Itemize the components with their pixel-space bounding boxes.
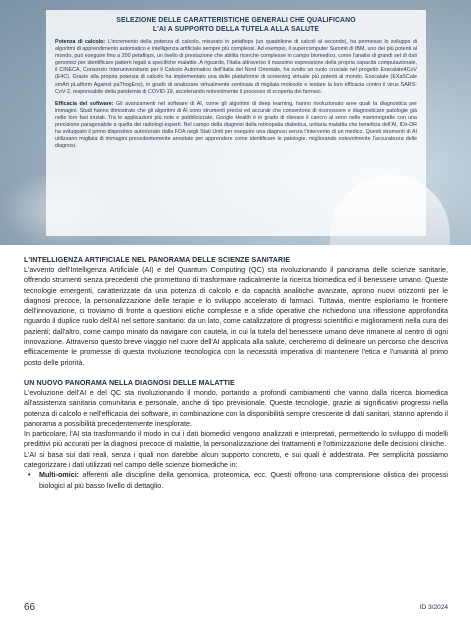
info-box-paragraph-software bbox=[55, 101, 417, 151]
data-categories-list bbox=[24, 470, 448, 491]
issue-label: ID 3/2024 bbox=[419, 604, 448, 611]
info-box-title bbox=[55, 16, 417, 34]
section2-paragraph-2: In particolare, l'AI sta trasformando il modo in cui i dati biomedici vengono analizzati e interpretati, permettendo lo sviluppo di modelli predittivi più accurati per la diagnosi precoce di malattie, la personalizzazione dei trattamenti e l'ottimizzazione delle decisioni cliniche. bbox=[24, 430, 448, 449]
info-box-title-line1: SELEZIONE DELLE CARATTERISTICHE GENERALI CHE QUALIFICANO bbox=[116, 17, 356, 24]
list-item-text: afferenti alle discipline della genomica, proteomica, ecc. Questi offrono una comprensione olistica dei processi biologici al più basso livello di dettaglio. bbox=[39, 471, 448, 490]
info-box-paragraph-compute bbox=[55, 39, 417, 96]
info-box bbox=[46, 10, 426, 236]
page-number: 66 bbox=[24, 602, 36, 613]
section2-paragraph-3: L'AI si basa sui dati reali, senza i quali non darebbe alcun supporto concreto, e sui quali è addestrata. Per semplicità possiamo categorizzare i dati utilizzati nel campo delle scienze biomediche in: bbox=[24, 450, 448, 470]
section-heading-diagnosis: UN NUOVO PANORAMA NELLA DIAGNOSI DELLE MALATTIE bbox=[24, 378, 235, 387]
bullet-icon: • bbox=[28, 471, 31, 480]
info-box-text-compute: L'incremento della potenza di calcolo, misurato in petaflops (un quadrilione di calcoli al secondo), ha permesso lo sviluppo di algoritmi di apprendimento automatico e intelligenza artificiale sempre più complessi. Ad esempio, il supercomputer Summit di IBM, uno dei più potenti al mondo, può eseguire fino a 200 petaflops, un livello di prestazione che abilita ricerche complesse in campo biomedico, come l'analisi di grandi set di dati genomici per identificare pattern legati a specifiche malattie. A riguardo, l'Italia attraverso il massimo espressione della propria capacità computazionale, il CINECA, Consorzio Interuniversitario per il Calcolo Automatico dell'Italia del Nord Orientale, ha svolto un ruolo cruciale nel progetto Exscalate4CoV (E4C). Grazie alla propria potenza di calcolo ha implementato una delle piattaforme di screening virtuale più potenti al mondo, Exscalate (EXaSCale smArt pLatform Against paThogEns), in grado di analizzare virtualmente centinaia di migliaia molecole e testare la loro efficacia contro il virus SARS-CoV-2, responsabile della pandemia di COVID-19, accelerando notevolmente il processo di scoperta dei farmaci. bbox=[55, 39, 417, 95]
list-item-lead: Multi-omici: bbox=[39, 471, 80, 480]
info-box-lead-compute: Potenza di calcolo: bbox=[55, 39, 106, 45]
section-heading-ai-health: L'INTELLIGENZA ARTIFICIALE NEL PANORAMA DELLE SCIENZE SANITARIE bbox=[24, 256, 291, 264]
info-box-text-software: Gli avanzamenti nel software di AI, come gli algoritmi di deep learning, hanno rivoluzionato aree quali la diagnostica per immagini. Studi hanno dimostrato che gli algoritmi di AI sono strumenti precisi ed accurati che consentono di riconoscere e diagnosticare patologie già nelle loro fasi iniziali. Tra le applicazioni più note e pubblicizzate, Google Health è in grado di rilevare il cancro al seno nelle mammografie con una precisione paragonabile a quella dei radiologi esperti. Nel campo della diagnosi della retinopatia diabetica, unitaria malattia che beneficia dell'AI, IDx-DR ha sviluppato il primo dispositivo autorizzato dalla FDA negli Stati Uniti per eseguire una diagnosi senza l'intervento di un medico. Questi strumenti di AI utilizzano migliaia di immagini precedentemente annotate per apprendere come identificare le patologie, migliorando notevolmente l'accuratezza delle diagnosi. bbox=[55, 100, 417, 150]
info-box-title-line2: L'AI A SUPPORTO DELLA TUTELA ALLA SALUTE bbox=[152, 26, 320, 33]
info-box-lead-software: Efficacia del software: bbox=[55, 100, 114, 107]
section1-paragraph: L'avvento dell'Intelligenza Artificiale (AI) e del Quantum Computing (QC) sta rivoluzionando il panorama delle scienze sanitarie, offrendo strumenti senza precedenti che promettono di trasformare radicalmente la ricerca biomedica ed il benessere umano. Queste tecnologie emergenti, caratterizzate da una potenza di calcolo e da capacità analitiche avanzate, aprono nuovi orizzonti per le diagnosi precoce, la personalizzazione delle terapie e lo sviluppo accelerato di farmaci. Tuttavia, mentre esploriamo le frontiere dell'innovazione, ci troviamo di fronte a questioni etiche complesse e a sfide operative che richiedono una riflessione approfondita riguardo il duplice ruolo dell'AI nel settore sanitario: da un lato, come catalizzatore di progressi scientifici e miglioramenti nella cura dei pazienti; dall'altro, come campo minato da navigare con cautela, in cui la tutela del benessere umano deve rimanere al centro di ogni innovazione. Attraverso questo breve viaggio nel cuore dell'AI applicata alla salute, cercheremo di delineare un percorso che descriva efficacemente le promesse di questa rivoluzione tecnologica con la necessità imperativa di mantenere l'etica e l'umanità al primo posto delle priorità. bbox=[24, 266, 448, 367]
article-body bbox=[24, 255, 448, 491]
section2-paragraph-1: L'evoluzione dell'AI e del QC sta rivoluzionando il mondo, portando a profondi cambiamenti che vanno dalla ricerca biomedica all'assistenza sanitaria comunitaria e personale, anche di tipo previsionale. Queste tecnologie, grazie ai significativi progressi nella potenza di calcolo e nell'efficacia dei software, in combinazione con la disponibilità sempre crescente di dati sanitari, stanno aprendo il panorama a possibilità precedentemente inesplorate. bbox=[24, 388, 448, 428]
list-item bbox=[24, 470, 448, 491]
hero-image bbox=[0, 0, 471, 245]
